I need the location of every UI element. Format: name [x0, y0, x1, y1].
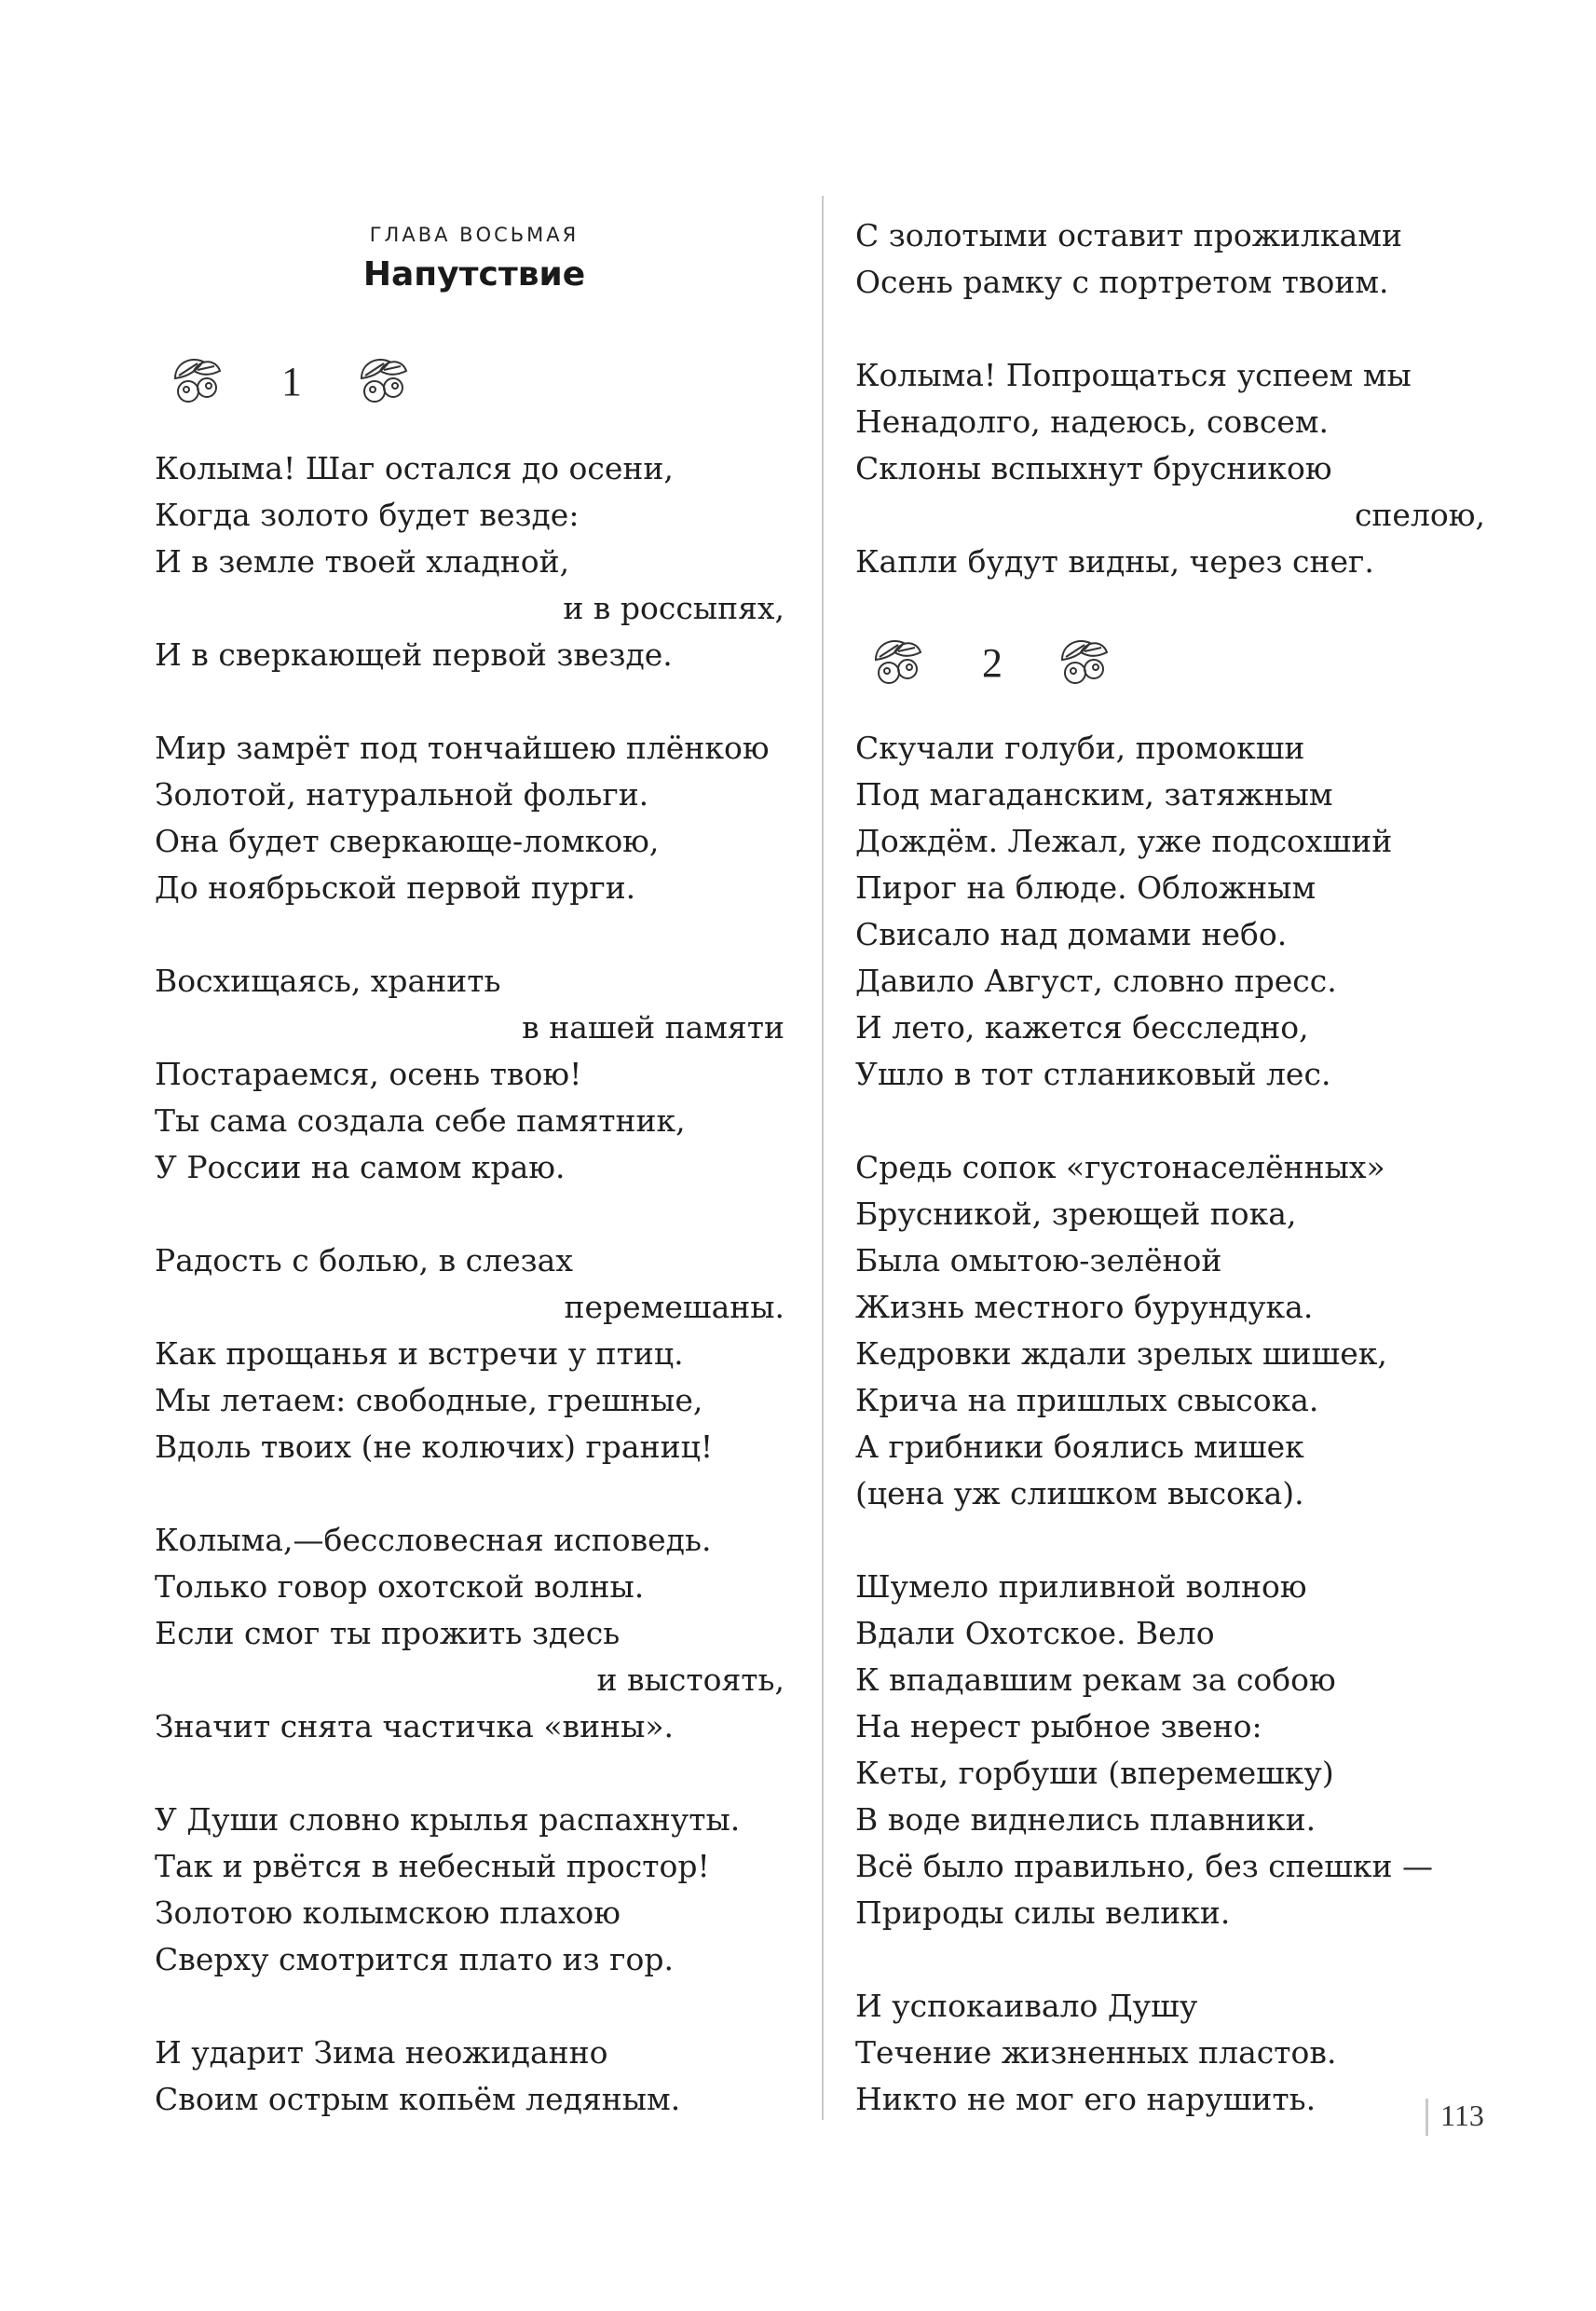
poem-line: Пирог на блюде. Обложным — [855, 869, 1316, 906]
poem-line: Когда золото будет везде: — [155, 497, 580, 533]
poem-line: И ударит Зима неожиданно — [155, 2034, 608, 2071]
poem-line: Ненадолго, надеюсь, совсем. — [855, 403, 1330, 440]
poem-line: Постараемся, осень твою! — [155, 1056, 582, 1092]
poem-line: и выстоять, — [596, 1661, 784, 1698]
poem-line: Золотой, натуральной фольги. — [155, 776, 649, 813]
poem-line: Радость с болью, в слезах — [155, 1242, 573, 1279]
poem-line: В воде виднелись плавники. — [855, 1801, 1316, 1838]
poem-line: Колыма! Шаг остался до осени, — [155, 450, 674, 486]
berry-leaf-icon — [352, 350, 414, 412]
poem-line: Она будет сверкающе-ломкою, — [155, 823, 660, 859]
section-heading-1 — [166, 350, 417, 416]
section-heading-2 — [866, 632, 1118, 697]
poem-line: И в земле твоей хладной, — [155, 543, 570, 580]
poem-line: Склоны вспыхнут брусникою — [855, 450, 1332, 486]
poem-line: А грибники боялись мишек — [855, 1429, 1304, 1465]
poem-line: Вдоль твоих (не колючих) границ! — [155, 1429, 714, 1465]
section-number: 1 — [281, 359, 302, 404]
poem-line: Так и рвётся в небесный простор! — [155, 1848, 710, 1884]
poem-line: На нерест рыбное звено: — [855, 1708, 1262, 1744]
poem-line: Восхищаясь, хранить — [155, 963, 501, 999]
poem-line: Свисало над домами небо. — [855, 916, 1288, 952]
poem-line: Дождём. Лежал, уже подсохший — [855, 823, 1393, 859]
poem-line: У России на самом краю. — [155, 1149, 566, 1185]
poem-line: Ушло в тот стланиковый лес. — [855, 1056, 1331, 1092]
poem-line: Скучали голуби, промокши — [855, 730, 1305, 766]
poem-line: Если смог ты прожить здесь — [155, 1615, 621, 1651]
poem-line: (цена уж слишком высока). — [855, 1475, 1304, 1511]
poem-line: Шумело приливной волною — [855, 1568, 1307, 1605]
poem-line: Давило Август, словно пресс. — [855, 963, 1337, 999]
berry-leaf-icon — [866, 632, 928, 693]
poem-line: Течение жизненных пластов. — [855, 2034, 1337, 2071]
poem-line: И лето, кажется бесследно, — [855, 1009, 1309, 1046]
berry-leaf-icon — [1053, 632, 1114, 693]
poem-line: Средь сопок «густонаселённых» — [855, 1149, 1385, 1185]
poem-line: Мир замрёт под тончайшею плёнкою — [155, 730, 770, 766]
poem-line: До ноябрьской первой пурги. — [155, 869, 636, 906]
poem-line: Как прощанья и встречи у птиц. — [155, 1335, 684, 1372]
chapter-title: Напутствие — [362, 255, 586, 294]
berry-leaf-icon — [166, 350, 227, 412]
poem-line: Была омытою-зелёной — [855, 1242, 1222, 1279]
poem-line: Мы летаем: свободные, грешные, — [155, 1382, 703, 1418]
poem-line: С золотыми оставит прожилками — [855, 217, 1402, 253]
section-number: 2 — [982, 640, 1003, 686]
poem-line: Сверху смотрится плато из гор. — [155, 1941, 674, 1977]
page-number-rule — [1425, 2099, 1428, 2136]
poem-line: И в сверкающей первой звезде. — [155, 636, 673, 673]
poem-line: Природы силы велики. — [855, 1894, 1231, 1931]
poem-line: Значит снята частичка «вины». — [155, 1708, 675, 1744]
poem-line: Осень рамку с портретом твоим. — [855, 264, 1389, 300]
poem-line: Колыма! Попрощаться успеем мы — [855, 357, 1412, 393]
poem-line: в нашей памяти — [522, 1009, 784, 1046]
poem-line: И успокаивало Душу — [855, 1988, 1198, 2024]
poem-line: Жизнь местного бурундука. — [855, 1289, 1314, 1325]
poem-line: Ты сама создала себе памятник, — [155, 1102, 686, 1139]
poem-line: Колыма,—бессловесная исповедь. — [155, 1522, 712, 1558]
poem-line: Всё было правильно, без спешки — — [855, 1848, 1434, 1884]
poem-line: Под магаданским, затяжным — [855, 776, 1333, 813]
poem-line: Крича на пришлых свысока. — [855, 1382, 1319, 1418]
poem-line: Золотою колымскою плахою — [155, 1894, 621, 1931]
poem-line: Брусникой, зреющей пока, — [855, 1196, 1297, 1232]
poem-line: Капли будут видны, через снег. — [855, 543, 1374, 580]
column-divider — [822, 196, 824, 2120]
poem-line: Кедровки ждали зрелых шишек, — [855, 1335, 1387, 1372]
poem-line: перемешаны. — [564, 1289, 784, 1325]
poem-line: У Души словно крылья распахнуты. — [155, 1801, 741, 1838]
chapter-label: ГЛАВА ВОСЬМАЯ — [369, 224, 580, 246]
poem-line: К впадавшим рекам за собою — [855, 1661, 1336, 1698]
poem-line: Своим острым копьём ледяным. — [155, 2081, 681, 2117]
poem-line: Только говор охотской волны. — [155, 1568, 645, 1605]
poem-line: Никто не мог его нарушить. — [855, 2081, 1316, 2117]
poem-line: спелою, — [1354, 497, 1485, 533]
poem-line: и в россыпях, — [563, 590, 784, 626]
poem-line: Вдали Охотское. Вело — [855, 1615, 1215, 1651]
page-number: 113 — [1440, 2099, 1484, 2132]
poem-line: Кеты, горбуши (вперемешку) — [855, 1755, 1334, 1791]
